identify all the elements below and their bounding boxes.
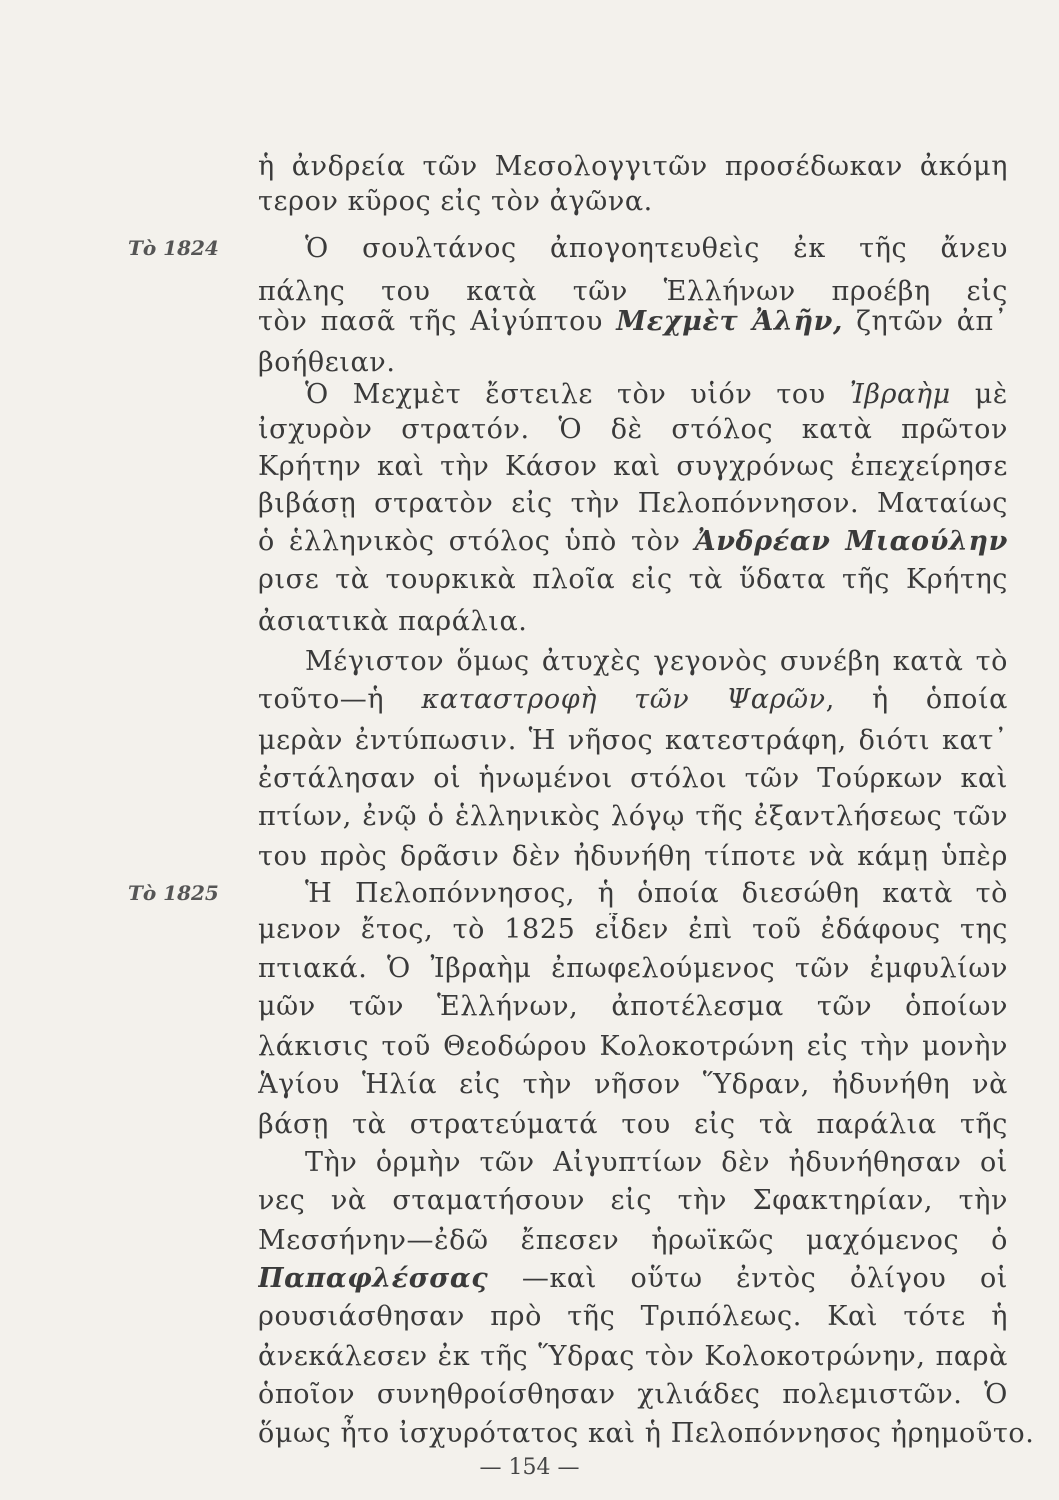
line-text: μενον ἔτος, τὸ 1825 εἶδεν ἐπὶ τοῦ ἐδάφους της [258, 914, 1008, 945]
text-line [258, 413, 1008, 446]
italic-phrase: Ἰβραὴμ [849, 379, 951, 410]
line-text: Ὁ Μεχμὲτ ἔστειλε τὸν υἱόν του [305, 379, 850, 410]
text-line [305, 1146, 1008, 1179]
text-line [258, 840, 1008, 873]
text-line [258, 1068, 1008, 1101]
text-line [258, 800, 1008, 833]
text-line [305, 877, 1008, 910]
line-text: τοῦτο—ἡ [258, 684, 422, 715]
margin-note-1824: Τὸ 1824 [128, 236, 219, 260]
text-line [258, 605, 1008, 638]
text-line [258, 1262, 1008, 1295]
line-text: ὁ ἑλληνικὸς στόλος ὑπὸ τὸν [258, 526, 695, 557]
text-line [258, 275, 1008, 308]
line-text: ἐστάλησαν οἱ ἡνωμένοι στόλοι τῶν Τούρκων καὶ [258, 763, 1008, 794]
line-text: μὲ [974, 379, 1008, 410]
line-text: Μέγιστον ὅμως ἀτυχὲς γεγονὸς συνέβη κατὰ τὸ [305, 646, 1008, 677]
line-text: ζητῶν ἀπ᾽ [856, 306, 1008, 337]
line-text: νες νὰ σταματήσουν εἰς τὴν Σφακτηρίαν, τὴν [258, 1185, 1008, 1216]
line-text: πτιακά. Ὁ Ἰβραὴμ ἐπωφελούμενος τῶν ἐμφυλίων [258, 953, 1008, 984]
line-text: —καὶ οὕτω ἐντὸς ὀλίγου οἱ [521, 1263, 1008, 1294]
text-line [258, 563, 1008, 596]
text-line [258, 952, 1008, 985]
text-line [305, 645, 1008, 678]
line-text: ὁποῖον συνηθροίσθησαν χιλιάδες πολεμιστῶν. Ὁ [258, 1379, 1008, 1410]
line-text: μερὰν ἐντύπωσιν. Ἡ νῆσος κατεστράφη, διότι κατ᾽ [258, 725, 1008, 756]
line-text: πάλης του κατὰ τῶν Ἑλλήνων προέβη εἰς [258, 276, 1008, 307]
line-text: ἀνεκάλεσεν ἐκ τῆς Ὕδρας τὸν Κολοκοτρώνην, παρὰ [258, 1341, 1008, 1372]
line-text: Τὴν ὁρμὴν τῶν Αἰγυπτίων δὲν ἠδυνήθησαν οἱ [305, 1147, 1008, 1178]
text-line [258, 1184, 1008, 1217]
text-line [258, 150, 1008, 183]
text-line [258, 450, 1008, 483]
line-text: Ὁ σουλτάνος ἀπογοητευθεὶς ἐκ τῆς ἄνευ [305, 233, 1008, 264]
text-line [305, 232, 1008, 265]
line-text: τερον κῦρος εἰς τὸν ἀγῶνα. [258, 186, 653, 217]
text-line [258, 1300, 1008, 1333]
line-text: ρισε τὰ τουρκικὰ πλοῖα εἰς τὰ ὕδατα τῆς Κρήτης [258, 564, 1008, 595]
text-line [258, 1224, 1008, 1257]
line-text: Ἁγίου Ἡλία εἰς τὴν νῆσον Ὕδραν, ἠδυνήθη νὰ [258, 1069, 1008, 1100]
line-text: λάκισις τοῦ Θεοδώρου Κολοκοτρώνη εἰς τὴν μονὴν [258, 1031, 1008, 1062]
line-text: βάσῃ τὰ στρατεύματά του εἰς τὰ παράλια τῆς [258, 1109, 1008, 1140]
line-text: Κρήτην καὶ τὴν Κάσον καὶ συγχρόνως ἐπεχείρησε [258, 451, 1008, 482]
text-line [258, 913, 1008, 946]
text-line [305, 378, 1008, 411]
text-line [258, 990, 1008, 1023]
text-line [258, 346, 1008, 379]
emphasized-name: Παπαφλέσσας [258, 1263, 489, 1294]
text-line [258, 487, 1008, 520]
italic-phrase: καταστροφὴ τῶν Ψαρῶν [421, 684, 826, 715]
line-text: Μεσσήνην—ἐδῶ ἔπεσεν ἡρωϊκῶς μαχόμενος ὁ [258, 1225, 1008, 1256]
text-line [258, 724, 1008, 757]
line-text: ἰσχυρὸν στρατόν. Ὁ δὲ στόλος κατὰ πρῶτον [258, 414, 1008, 445]
line-text: μῶν τῶν Ἑλλήνων, ἀποτέλεσμα τῶν ὁποίων [258, 991, 1008, 1022]
line-text: , ἡ ὁποία [825, 684, 1008, 715]
line-text: ὅμως ἦτο ἰσχυρότατος καὶ ἡ Πελοπόννησος ἠρημοῦτο. [258, 1418, 1035, 1449]
line-text: Ἡ Πελοπόννησος, ἡ ὁποία διεσώθη κατὰ τὸ [305, 878, 1008, 909]
line-text: πτίων, ἐνῷ ὁ ἑλληνικὸς λόγῳ τῆς ἐξαντλήσεως τῶν [258, 801, 1008, 832]
margin-note-1825: Τὸ 1825 [128, 881, 219, 905]
line-text: τὸν πασᾶ τῆς Αἰγύπτου [258, 306, 617, 337]
text-line [258, 683, 1008, 716]
emphasized-name: Μεχμὲτ Ἀλῆν, [616, 306, 844, 337]
page-number: — 154 — [479, 1455, 580, 1480]
text-line [258, 185, 1008, 218]
text-line [258, 1417, 1035, 1450]
line-text: ἡ ἀνδρεία τῶν Μεσολογγιτῶν προσέδωκαν ἀκόμη [258, 151, 1008, 182]
text-line [258, 525, 1008, 558]
emphasized-name: Ἀνδρέαν Μιαούλην [694, 526, 1008, 557]
text-line [258, 762, 1008, 795]
text-line [258, 1340, 1008, 1373]
text-line [258, 1378, 1008, 1411]
text-line [258, 305, 1008, 338]
text-line [258, 1108, 1008, 1141]
line-text: βιβάσῃ στρατὸν εἰς τὴν Πελοπόννησον. Ματαίως [258, 488, 1008, 519]
line-text: ρουσιάσθησαν πρὸ τῆς Τριπόλεως. Καὶ τότε ἡ [258, 1301, 1008, 1332]
line-text: του πρὸς δρᾶσιν δὲν ἠδυνήθη τίποτε νὰ κάμῃ ὑπὲρ [258, 841, 1008, 872]
line-text: βοήθειαν. [258, 347, 396, 378]
line-text: ἀσιατικὰ παράλια. [258, 606, 528, 637]
text-line [258, 1030, 1008, 1063]
